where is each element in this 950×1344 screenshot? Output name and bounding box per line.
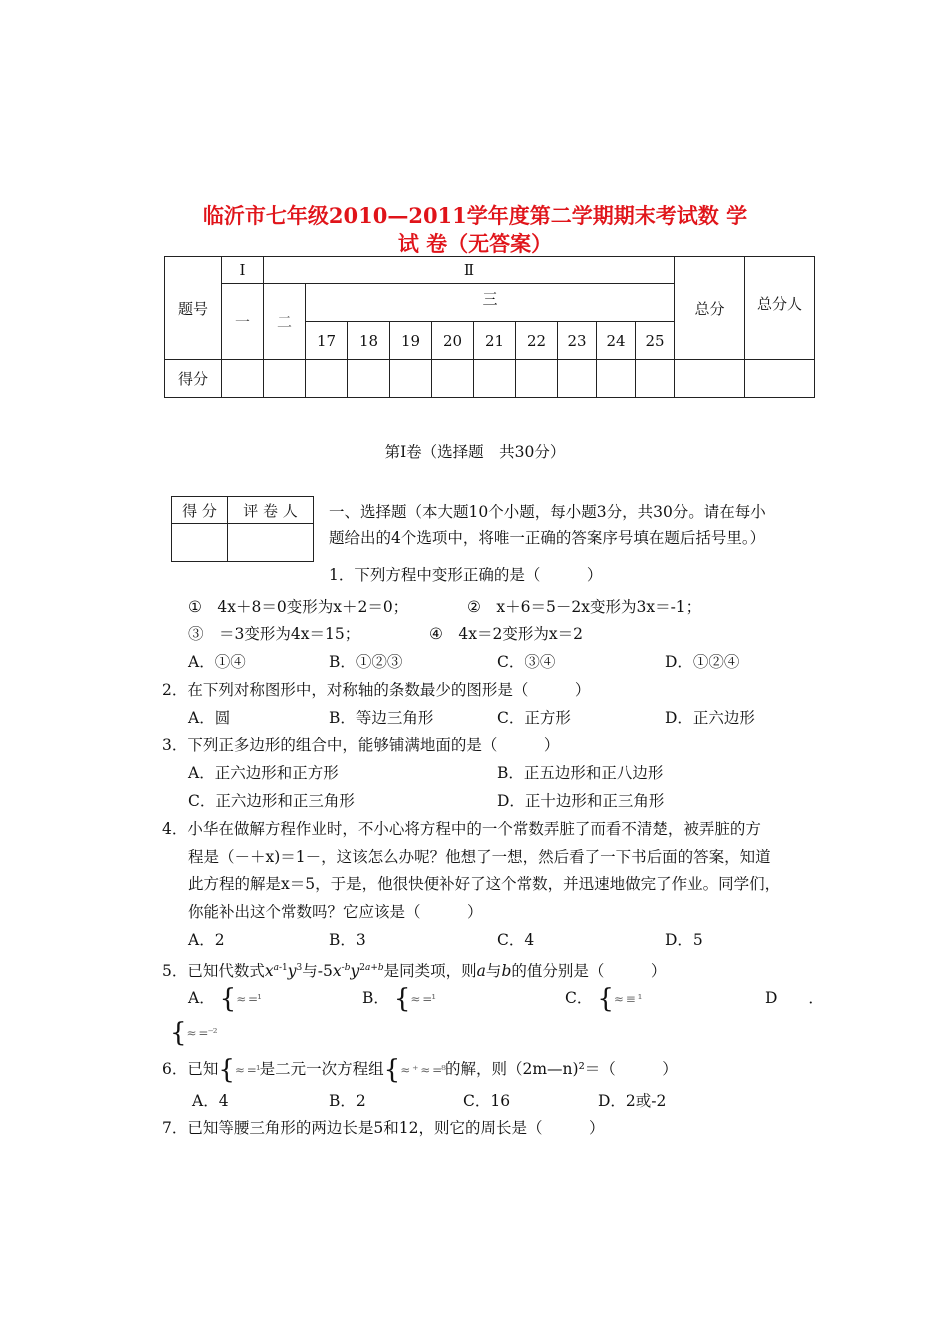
score-cell[interactable] <box>675 360 745 398</box>
q5-stem-d: 与 <box>485 962 502 981</box>
intro-line1: 一、选择题（本大题10个小题，每小题3分，共30分。请在每小 <box>329 503 766 521</box>
score-cell[interactable] <box>432 360 474 398</box>
brace-icon: { <box>219 984 237 1014</box>
score-cell[interactable] <box>558 360 597 398</box>
total-person-header: 总分人 <box>745 257 815 360</box>
q4-option-d[interactable]: D．5 <box>665 931 703 949</box>
grader-box <box>171 496 314 562</box>
q5-stem: 5．已知代数式$x^{a-1}y^3$与$-5x^{-b}y^{2a+b}$是同类项，则a与b的值分别是（ ） <box>162 962 667 981</box>
q2-stem: 2．在下列对称图形中，对称轴的条数最少的图形是（ ） <box>162 681 591 699</box>
q6-stem <box>162 1055 678 1085</box>
q1-option-b[interactable]: B．①②③ <box>329 653 403 671</box>
section-three-header: 三 <box>306 284 675 322</box>
question-number-header: 题号 <box>165 257 222 360</box>
q5-stem-b: 与 <box>302 962 318 981</box>
question-25: 25 <box>636 322 675 360</box>
q3-stem: 3．下列正多边形的组合中，能够铺满地面的是（ ） <box>162 736 560 754</box>
part-one-header: Ⅰ <box>222 257 264 284</box>
score-cell[interactable] <box>597 360 636 398</box>
question-17: 17 <box>306 322 348 360</box>
question-22: 22 <box>516 322 558 360</box>
q4-option-b[interactable]: B．3 <box>329 931 366 949</box>
score-cell[interactable] <box>306 360 348 398</box>
q6-option-c[interactable]: C．16 <box>463 1092 511 1110</box>
q6-stem-a: 6．已知 <box>162 1060 219 1078</box>
q6-option-d[interactable]: D．2或-2 <box>598 1092 667 1110</box>
q5-option-c[interactable]: C． {≈ ≡ ¹ <box>565 984 642 1014</box>
equation-system-icon: ≈ ⁺ ≈ =⁸ <box>400 1063 445 1077</box>
equation-system-icon: ≈ =¹ <box>234 1063 260 1077</box>
score-cell[interactable] <box>636 360 675 398</box>
brace-icon: { <box>597 984 614 1014</box>
q3-option-c[interactable]: C．正六边形和正三角形 <box>188 792 355 810</box>
score-cell[interactable] <box>474 360 516 398</box>
score-cell[interactable] <box>348 360 390 398</box>
score-row-label: 得分 <box>165 360 222 398</box>
q5-option-b[interactable]: B． {≈ =¹ <box>362 984 436 1014</box>
score-cell[interactable] <box>264 360 306 398</box>
score-cell[interactable] <box>745 360 815 398</box>
grader-score-cell[interactable] <box>172 524 228 562</box>
q2-option-b[interactable]: B．等边三角形 <box>329 709 434 727</box>
q2-option-a[interactable]: A．圆 <box>188 709 231 727</box>
q4-line2: 程是（－＋x)＝1－，这该怎么办呢？他想了一想，然后看了一下书后面的答案，知道 <box>188 848 771 866</box>
q5-option-d-value <box>170 1018 217 1048</box>
q4-line3: 此方程的解是x＝5，于是，他很快便补好了这个常数，并迅速地做完了作业。同学们， <box>188 875 781 893</box>
part-two-header: Ⅱ <box>264 257 675 284</box>
q4-line1: 4．小华在做解方程作业时，不小心将方程中的一个常数弄脏了而看不清楚，被弄脏的方 <box>162 820 761 838</box>
q5-stem-e: 的值分别是（ ） <box>511 962 667 981</box>
brace-icon: { <box>383 1055 401 1085</box>
q4-line4: 你能补出这个常数吗？它应该是（ ） <box>188 903 483 921</box>
brace-icon: { <box>170 1018 187 1048</box>
section-heading: 第Ⅰ卷（选择题 共30分） <box>384 443 566 461</box>
question-21: 21 <box>474 322 516 360</box>
q1-statement-2: ② x＋6＝5－2x变形为3x＝-1； <box>467 598 702 616</box>
document-title-line1: 临沂市七年级2010—2011学年度第二学期期末考试数 学 <box>202 203 748 228</box>
q5-option-d[interactable]: D ． <box>765 989 824 1007</box>
q3-option-a[interactable]: A．正六边形和正方形 <box>188 764 339 782</box>
q6-stem-b: 是二元一次方程组 <box>259 1060 384 1078</box>
question-19: 19 <box>390 322 432 360</box>
q1-statement-1: ① 4x＋8＝0变形为x＋2＝0； <box>188 598 409 616</box>
equation-system-icon: ≈ ≡ ¹ <box>613 992 642 1006</box>
q5-term-1: $x^{a-1}y^3$ <box>264 962 303 981</box>
question-20: 20 <box>432 322 474 360</box>
score-cell[interactable] <box>516 360 558 398</box>
score-cell[interactable] <box>222 360 264 398</box>
section-one-header: 一 <box>222 284 264 360</box>
q2-option-d[interactable]: D．正六边形 <box>665 709 755 727</box>
q6-option-a[interactable]: A．4 <box>192 1092 229 1110</box>
grader-person-label: 评 卷 人 <box>228 497 314 524</box>
q1-option-a[interactable]: A．①④ <box>188 653 246 671</box>
q1-statement-3: ③ ＝3变形为4x＝15； <box>188 625 361 643</box>
brace-icon: { <box>393 984 411 1014</box>
document-title-line2: 试 卷（无答案） <box>397 231 553 256</box>
equation-system-icon: ≈ =⁻² <box>186 1026 217 1040</box>
total-score-header: 总分 <box>675 257 745 360</box>
question-18: 18 <box>348 322 390 360</box>
q4-option-c[interactable]: C．4 <box>497 931 535 949</box>
q6-option-b[interactable]: B．2 <box>329 1092 366 1110</box>
equation-system-icon: ≈ =¹ <box>410 992 436 1006</box>
brace-icon: { <box>218 1055 235 1085</box>
q4-option-a[interactable]: A．2 <box>188 931 225 949</box>
q7-stem: 7．已知等腰三角形的两边长是5和12，则它的周长是（ ） <box>162 1119 605 1137</box>
score-table <box>164 256 815 398</box>
section-two-header: 二 <box>264 284 306 360</box>
q5-option-a[interactable]: A． {≈ =¹ <box>188 984 261 1014</box>
q1-stem: 1．下列方程中变形正确的是（ ） <box>329 566 603 584</box>
grader-person-cell[interactable] <box>228 524 314 562</box>
q5-term-2: $-5x^{-b}y^{2a+b}$ <box>317 962 384 981</box>
question-24: 24 <box>597 322 636 360</box>
q1-option-d[interactable]: D．①②④ <box>665 653 740 671</box>
grader-score-label: 得 分 <box>172 497 228 524</box>
q3-option-b[interactable]: B．正五边形和正八边形 <box>497 764 664 782</box>
q5-stem-a: 5．已知代数式 <box>162 962 265 981</box>
equation-system-icon: ≈ =¹ <box>236 992 261 1006</box>
intro-line2: 题给出的4个选项中，将唯一正确的答案序号填在题后括号里。） <box>329 529 766 547</box>
q1-statement-4: ④ 4x＝2变形为x＝2 <box>429 625 583 643</box>
q5-stem-c: 是同类项，则 <box>383 962 477 981</box>
score-cell[interactable] <box>390 360 432 398</box>
q1-option-c[interactable]: C．③④ <box>497 653 556 671</box>
q6-stem-c: 的解，则（2m—n)²＝（ ） <box>444 1060 678 1078</box>
q3-option-d[interactable]: D．正十边形和正三角形 <box>497 792 665 810</box>
question-23: 23 <box>558 322 597 360</box>
q2-option-c[interactable]: C．正方形 <box>497 709 571 727</box>
